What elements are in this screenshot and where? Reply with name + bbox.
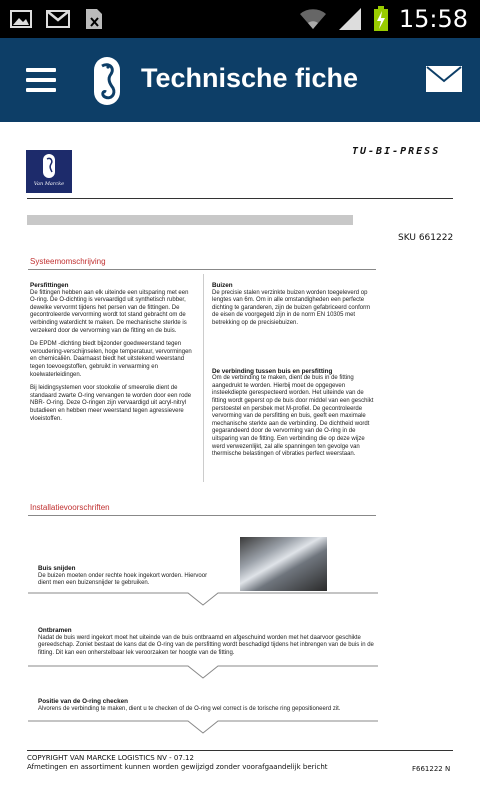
section-divider <box>28 269 376 270</box>
pipe-cutting-photo <box>240 537 327 591</box>
system-left-column <box>30 282 192 429</box>
battery-charging-icon <box>373 6 389 32</box>
step-text: De buizen moeten onder rechte hoek ingekort worden. Hiervoor dient men een buizensnijder te gebruiken. <box>38 572 208 587</box>
copyright: COPYRIGHT VAN MARCKE LOGISTICS NV - 07.12 <box>27 754 194 762</box>
logo-text: Van Marcke <box>33 181 65 187</box>
footer-divider <box>27 750 453 751</box>
step-separator <box>28 720 378 736</box>
section-title-install: Installatievoorschriften <box>30 503 110 512</box>
header-divider <box>27 198 453 199</box>
paragraph-text: De fittingen hebben aan elk uiteinde een uitsparing met een O-ring. De O-dichting is vervaardigd uit synthetisch rubber, dewelke vervormt tijdens het persen van de fittingen. De gecontroleerde vervorming wordt tot stand gebracht om de verbinding waterdicht te maken. De mechanische sterkte is verzekerd door de vervorming van de fitting en de buis. <box>30 289 189 334</box>
wifi-icon <box>299 7 327 31</box>
section-divider <box>28 515 376 516</box>
step-heading: Positie van de O-ring checken <box>38 698 128 705</box>
step-separator <box>28 665 378 681</box>
install-step <box>38 565 208 588</box>
step-heading: Buis snijden <box>38 565 76 572</box>
title-bar <box>27 215 353 225</box>
van-marcke-logo <box>26 150 72 193</box>
paragraph-heading: Persfittingen <box>30 282 69 289</box>
brand-name: TU-BI-PRESS <box>352 146 441 157</box>
paragraph-text: Om de verbinding te maken, dient de buis in de fitting aangedrukt te worden. Hierbij moet de opgegeven insteekdiepte gerespecteerd worden. Het uiteinde van de fitting wordt geperst op de buis door middel van een geschikt perstoestel en persbek met M-profiel. De gecontroleerde vervorming van de persfitting en buis, geeft een maximale mechanische sterkte aan de verbinding. De dichtheid wordt gegarandeerd door de vervorming van de O-ring in de uitsparing van de fitting. Een verbinding die op deze wijze werd verwezenlijkt, zal alle spanningen ten gevolge van thermische belastingen of vibraties perfect weerstaan. <box>212 375 374 458</box>
install-step <box>38 627 374 657</box>
seahorse-logo-icon <box>26 152 72 182</box>
step-text: Alvorens de verbinding te maken, dient u te checken of de O-ring wel correct is de torische ring gepositioneerd zit. <box>38 705 341 712</box>
page-title: Technische fiche <box>141 63 359 93</box>
image-icon <box>10 10 32 28</box>
paragraph-text: De EPDM -dichting biedt bijzonder goedweerstand tegen veroudering-verschijnselen, hoge temperatuur, vervormingen en chemicaliën. Daarnaast biedt het uitstekend weerstand tegen toevoegstoffen, gebruikt in verwarming en koelwaterleidingen. <box>30 341 192 378</box>
status-bar <box>0 0 480 38</box>
menu-button[interactable] <box>26 68 56 92</box>
install-step <box>38 698 374 713</box>
paragraph-heading: Buizen <box>212 282 233 289</box>
notification-icons <box>10 8 104 30</box>
paragraph-heading: De verbinding tussen buis en persfitting <box>212 367 333 375</box>
mail-icon[interactable] <box>426 66 462 92</box>
seahorse-logo-icon <box>93 56 121 106</box>
datasheet-document <box>0 122 480 800</box>
step-text: Nadat de buis werd ingekort moet het uiteinde van de buis ontbraamd en afgeschuind worden met het daarvoor geschikte gereedschap. Zoniet bestaat de kans dat de O-ring van de persfitting wordt beschadigd tijdens het inbrengen van de buis in de fitting. Dit kan een onherstelbaar lek veroorzaken ter hoogte van de fitting. <box>38 634 374 656</box>
system-right-column <box>212 282 376 465</box>
section-title-system: Systeemomschrijving <box>30 257 106 266</box>
sim-icon <box>84 8 104 30</box>
step-heading: Ontbramen <box>38 627 72 634</box>
footer-text <box>27 754 328 772</box>
paragraph-text: Bij leidingsystemen voor stookolie of smeerolie dient de standaard zwarte O-ring vervangen te worden door een rode NBR- O-ring. Deze O-ringen zijn vervaardigd uit acryl-nitryl butadieen en hebben meer weerstand tegen agressievere vloeistoffen. <box>30 385 192 422</box>
disclaimer: Afmetingen en assortiment kunnen worden gewijzigd zonder voorafgaandelijk bericht <box>27 763 328 771</box>
step-separator <box>28 592 378 608</box>
system-indicators <box>299 5 468 33</box>
app-bar <box>0 38 480 122</box>
clock: 15:58 <box>398 5 468 33</box>
document-code: F661222 N <box>412 765 451 773</box>
menu-icon <box>26 68 56 72</box>
signal-icon <box>337 7 363 31</box>
sku-label: SKU 661222 <box>398 233 454 243</box>
column-divider <box>203 274 204 482</box>
gmail-icon <box>46 10 70 28</box>
paragraph-text: De precisie stalen verzinkte buizen worden toegeleverd op lengtes van 6m. Om in alle omstandigheden een perfecte dichting te garanderen, zijn de buizen gefabriceerd conform de eisen de voorgegeld zijn in de norm EN 10305 met betrekking op de precisiebuizen. <box>212 289 371 326</box>
